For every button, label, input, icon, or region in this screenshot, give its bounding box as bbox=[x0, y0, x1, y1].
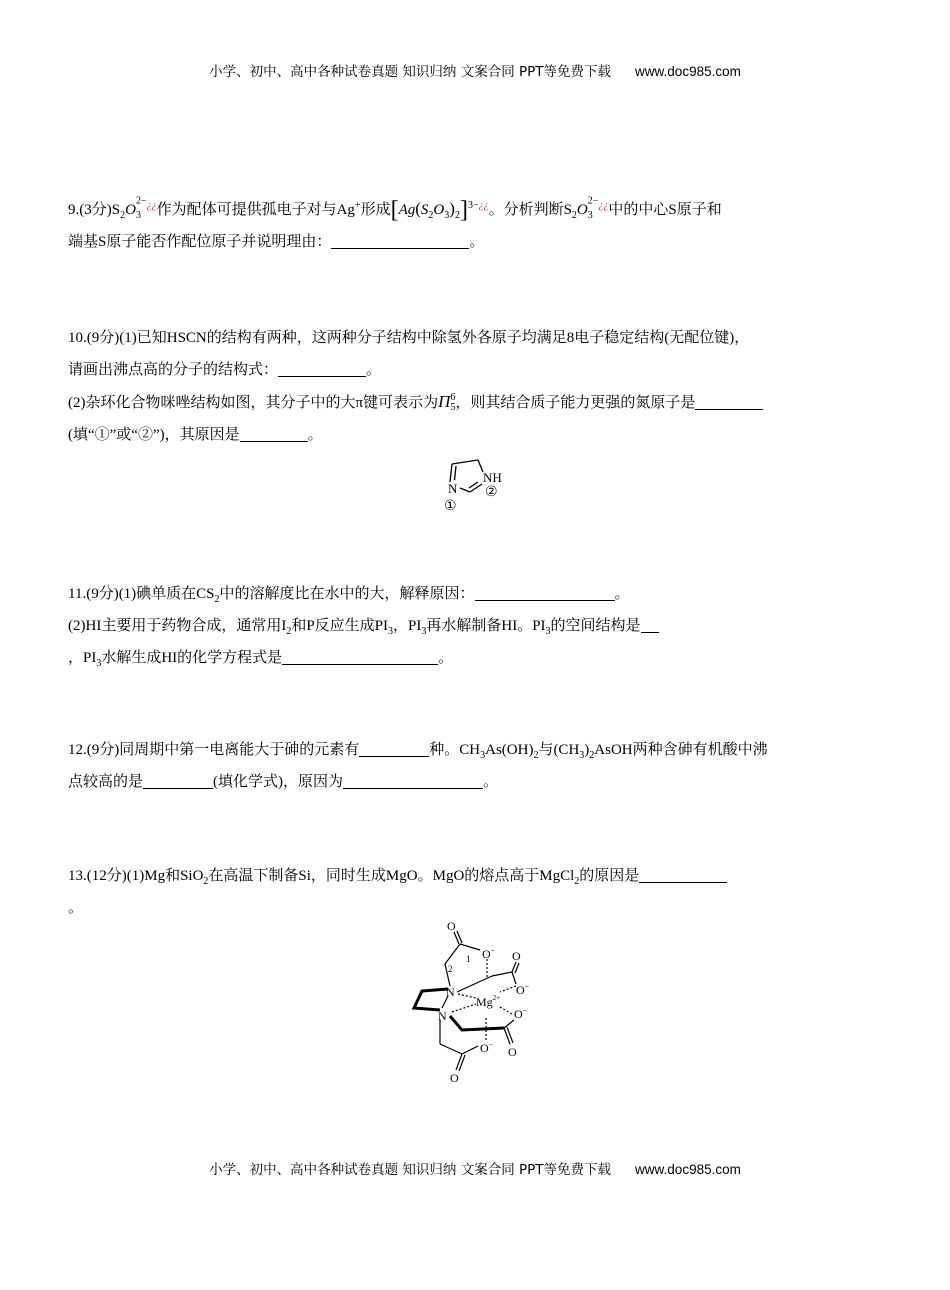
q13-number: 13.(12分) bbox=[68, 868, 127, 884]
q10-number: 10.(9分) bbox=[68, 330, 120, 346]
circle-2-label: ② bbox=[485, 484, 498, 500]
footer-text: 小学、初中、高中各种试卷真题 知识归纳 文案合同 PPT等免费下载 bbox=[209, 1162, 612, 1178]
q9-answer-blank[interactable] bbox=[331, 231, 469, 249]
o-bottom-right: O bbox=[508, 1045, 517, 1059]
q10-blank-1[interactable] bbox=[278, 359, 366, 377]
n-bottom: N bbox=[438, 1009, 447, 1023]
question-10: 10.(9分)(1)已知HSCN的结构有两种，这两种分子结构中除氢外各原子均满足8电子稳定结构(无配位键)， 请画出沸点高的分子的结构式： 。 (2)杂环化合物咪唑结构如图，其分子中的大π键可表示为Π6 5，则其结合质子能力更强的氮原子是 (填“①”或“②”)，其原因是 。 bbox=[68, 322, 888, 451]
question-13: 13.(12分)(1)Mg和SiO$_2$在高温下制备Si，同时生成MgO。MgO的熔点高于MgCl$_2$的原因是 。 bbox=[68, 860, 888, 924]
page-footer bbox=[0, 1158, 950, 1178]
q11-number: 11.(9分) bbox=[68, 586, 119, 602]
nh-label: NH bbox=[483, 470, 502, 485]
footer-url[interactable]: www.doc985.com bbox=[635, 1162, 741, 1177]
q12-blank-2[interactable] bbox=[143, 771, 213, 789]
q12-blank-3[interactable] bbox=[343, 771, 483, 789]
q12-number: 12.(9分) bbox=[68, 742, 120, 758]
o-minus-right: O− bbox=[516, 982, 530, 997]
imidazole-structure-figure bbox=[440, 452, 510, 514]
q10-blank-2[interactable] bbox=[695, 392, 763, 410]
question-12: 12.(9分)同周期中第一电离能大于砷的元素有 种。$CH_3As(OH)_2$与$(CH_3)_2AsOH$两种含砷有机酸中沸 点较高的是 (填化学式)，原因为 。 bbox=[68, 734, 888, 798]
circle-1-label: ① bbox=[444, 498, 457, 514]
q9-line2: 端基S原子能否作配位原子并说明理由： 。 bbox=[68, 226, 888, 258]
o-top: O bbox=[447, 919, 456, 933]
o-minus-top: O− bbox=[482, 946, 496, 961]
q10-blank-3[interactable] bbox=[240, 424, 308, 442]
question-9 bbox=[68, 193, 888, 258]
q11-blank-2[interactable] bbox=[641, 615, 659, 633]
question-11: 11.(9分)(1)碘单质在$CS_2$中的溶解度比在水中的大，解释原因： 。 (2)HI主要用于药物合成，通常用$I_2$和P反应生成$PI_3$，$PI_3$再水解制备HI。$PI_3$的空间结构是 ，$PI_3$水解生成HI的化学方程式是 。 bbox=[68, 578, 888, 674]
label-2: 2 bbox=[448, 964, 453, 974]
o-minus-bottom: O− bbox=[480, 1040, 494, 1055]
q11-blank-1[interactable] bbox=[475, 583, 615, 601]
header-url[interactable]: www.doc985.com bbox=[635, 64, 741, 79]
q11-blank-3[interactable] bbox=[282, 647, 438, 665]
n-top: N bbox=[446, 985, 455, 999]
mg-center: $Mg^{2+}$ bbox=[476, 994, 501, 1009]
o-top-right: O bbox=[512, 949, 521, 963]
o-bottom: O bbox=[450, 1071, 459, 1084]
q13-blank-1[interactable] bbox=[639, 865, 727, 883]
q9-number: 9.(3分) bbox=[68, 202, 112, 218]
o-minus-bottom-right: O− bbox=[514, 1006, 528, 1021]
header-text: 小学、初中、高中各种试卷真题 知识归纳 文案合同 PPT等免费下载 bbox=[209, 64, 612, 80]
page-header bbox=[0, 60, 950, 80]
label-1: 1 bbox=[466, 954, 471, 964]
q12-blank-1[interactable] bbox=[359, 739, 429, 757]
mg-edta-complex-figure bbox=[400, 916, 550, 1084]
q9-line1: 9.(3分)$S_2O^{2-}¿¿$ 3 作为配体可提供孤电子对与Ag+形成$[Ag(S_2O_3)_2]^{3-¿¿}$。分析判断$S_2O^{2-}¿¿$ 3 中的中心S原子和 bbox=[68, 195, 722, 223]
n1-label: N bbox=[448, 481, 458, 496]
